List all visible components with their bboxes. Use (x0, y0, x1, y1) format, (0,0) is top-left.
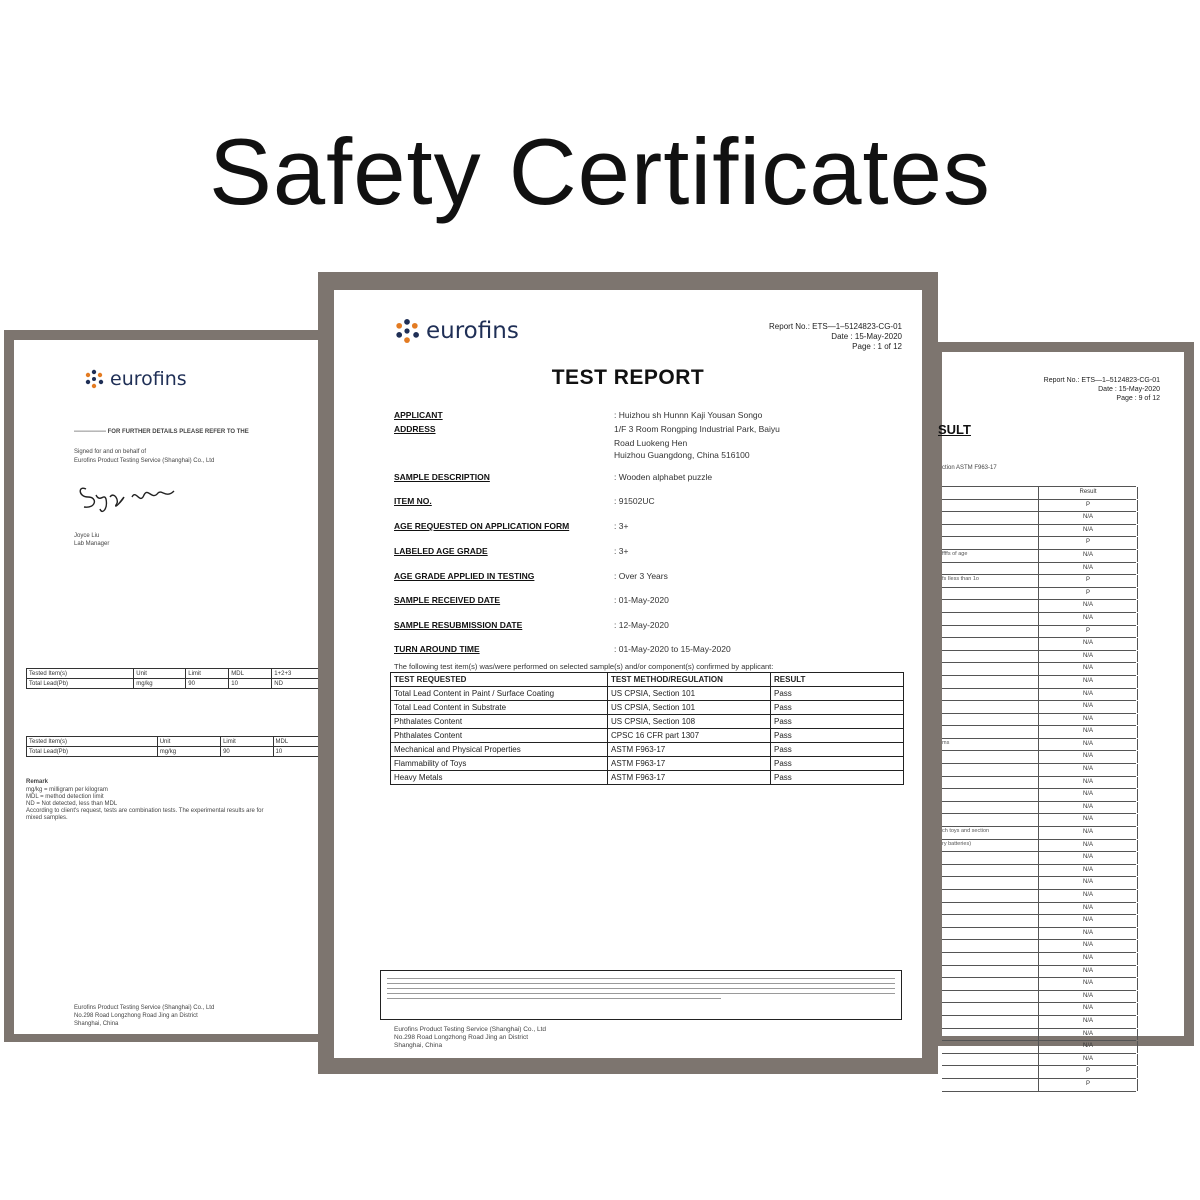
report-field (394, 620, 894, 630)
result-cell: P (1038, 626, 1138, 638)
result-cell: N/A (1038, 865, 1138, 877)
result-cell: N/A (1038, 928, 1138, 940)
result-row (942, 512, 1136, 525)
disclaimer-box (380, 970, 902, 1020)
result-cell: N/A (1038, 1029, 1138, 1041)
result-row (942, 575, 1136, 588)
table-header: MDL (273, 737, 325, 747)
report-field (394, 571, 894, 581)
result-cell: N/A (1038, 600, 1138, 612)
report-meta: Report No.: ETS—1–5124823-CG-01 Date : 15-May-2020 Page : 9 of 12 (1043, 377, 1160, 402)
report-field (394, 450, 894, 460)
field-label (394, 438, 614, 448)
result-row (942, 1054, 1136, 1067)
eurofins-logo (84, 368, 187, 390)
field-label: AGE GRADE APPLIED IN TESTING (394, 571, 535, 581)
table-header: Tested Item(s) (27, 737, 158, 747)
result-row (942, 701, 1136, 714)
table-cell: 10 (273, 747, 325, 757)
report-field (394, 438, 894, 448)
result-cell: P (1038, 575, 1138, 587)
field-value: : 01-May-2020 (614, 595, 669, 605)
result-cell: N/A (1038, 512, 1138, 524)
table-cell: Mechanical and Physical Properties (391, 743, 608, 757)
result-row (942, 903, 1136, 916)
result-row (942, 726, 1136, 739)
result-row (942, 751, 1136, 764)
row-note: fs Iless than 1o (942, 576, 979, 583)
field-value: Road Luokeng Hen (614, 438, 688, 448)
result-cell: N/A (1038, 777, 1138, 789)
field-value: : 01-May-2020 to 15-May-2020 (614, 644, 731, 654)
result-cell: N/A (1038, 739, 1138, 751)
field-value: Huizhou Guangdong, China 516100 (614, 450, 750, 460)
field-label: ADDRESS (394, 424, 436, 434)
row-note: ms (942, 739, 950, 746)
result-cell: N/A (1038, 726, 1138, 738)
signed-company-line: Eurofins Product Testing Service (Shanghai) Co., Ltd (74, 458, 215, 464)
test-report-sheet (334, 290, 922, 1058)
table-header: Limit (186, 669, 229, 679)
result-cell: N/A (1038, 701, 1138, 713)
result-row (942, 789, 1136, 802)
table-cell: 10 (229, 679, 272, 689)
report-field (394, 546, 894, 556)
result-cell: N/A (1038, 978, 1138, 990)
report-field (394, 410, 894, 420)
result-row (942, 1016, 1136, 1029)
eurofins-logo-icon (84, 369, 104, 389)
field-label: APPLICANT (394, 410, 443, 420)
table-cell: US CPSIA, Section 101 (608, 701, 771, 715)
table-header: TEST METHOD/REGULATION (608, 673, 771, 687)
result-row (942, 663, 1136, 676)
table-cell: Total Lead(Pb) (27, 747, 158, 757)
field-value: : Wooden alphabet puzzle (614, 472, 713, 482)
table-row (391, 687, 904, 701)
result-cell: N/A (1038, 877, 1138, 889)
table-cell: 90 (221, 747, 273, 757)
result-row (942, 1003, 1136, 1016)
result-cell: N/A (1038, 903, 1138, 915)
signer-role: Lab Manager (74, 541, 110, 547)
table-header: 1+2+3 (272, 669, 326, 679)
result-row (942, 827, 1136, 840)
report-meta: Report No.: ETS—1–5124823-CG-01 Date : 15-May-2020 Page : 1 of 12 (769, 322, 902, 351)
table-cell: Total Lead Content in Paint / Surface Coating (391, 687, 608, 701)
remark-line: ND = Not detected, less than MDL (26, 801, 118, 807)
report-field (394, 424, 894, 434)
table-row (391, 715, 904, 729)
right-document-sheet (938, 352, 1184, 1087)
table-header: TEST REQUESTED (391, 673, 608, 687)
result-row (942, 537, 1136, 550)
page-headline: Safety Certificates (209, 119, 991, 224)
table-cell: ND (272, 679, 326, 689)
result-cell: N/A (1038, 764, 1138, 776)
result-column-header: Result (1038, 487, 1138, 499)
report-field (394, 472, 894, 482)
result-row (942, 651, 1136, 664)
lead-table-2 (26, 736, 326, 757)
result-cell: P (1038, 1079, 1138, 1091)
result-row (942, 865, 1136, 878)
signed-behalf-line: Signed for and on behalf of (74, 449, 147, 455)
table-cell: Pass (771, 715, 904, 729)
report-footer: Eurofins Product Testing Service (Shanghai) Co., Ltd No.298 Road Longzhong Road Jing an District Shanghai, China (394, 1026, 546, 1049)
remark-line: According to client's request, tests are combination tests. The experimental results are for (26, 808, 264, 814)
result-cell: N/A (1038, 651, 1138, 663)
result-row (942, 626, 1136, 639)
result-row (942, 915, 1136, 928)
result-cell: P (1038, 500, 1138, 512)
remark-title: Remark (26, 779, 49, 785)
result-cell: N/A (1038, 852, 1138, 864)
result-cell: N/A (1038, 890, 1138, 902)
remark-line: mg/kg = milligram per kilogram (26, 787, 108, 793)
result-row (942, 1041, 1136, 1054)
result-cell: N/A (1038, 1041, 1138, 1053)
result-row (942, 638, 1136, 651)
result-cell: N/A (1038, 689, 1138, 701)
table-row (391, 771, 904, 785)
field-value: : 3+ (614, 521, 629, 531)
table-cell: 90 (186, 679, 229, 689)
result-row (942, 1066, 1136, 1079)
result-row (942, 550, 1136, 563)
field-value: : 12-May-2020 (614, 620, 669, 630)
footer-line: Shanghai, China (74, 1021, 119, 1027)
table-header: Limit (221, 737, 273, 747)
table-cell: Pass (771, 729, 904, 743)
result-cell: N/A (1038, 1054, 1138, 1066)
eurofins-logo (394, 318, 519, 344)
left-document-sheet (14, 340, 322, 1034)
field-label: SAMPLE RESUBMISSION DATE (394, 620, 523, 630)
result-cell: N/A (1038, 966, 1138, 978)
result-cell: N/A (1038, 714, 1138, 726)
remark-line: MDL = method detection limit (26, 794, 104, 800)
table-cell: Phthalates Content (391, 729, 608, 743)
logo-wordmark: eurofins (110, 368, 187, 390)
table-row (391, 729, 904, 743)
result-cell: N/A (1038, 1003, 1138, 1015)
report-field (394, 496, 894, 506)
result-row (942, 814, 1136, 827)
result-cell: N/A (1038, 953, 1138, 965)
result-row (942, 852, 1136, 865)
row-note: ffffs of age (942, 550, 968, 557)
table-cell: Pass (771, 687, 904, 701)
further-details-note: ---------------- FOR FURTHER DETAILS PLEASE REFER TO THE (74, 429, 249, 435)
table-cell: ASTM F963-17 (608, 743, 771, 757)
result-row (942, 1079, 1136, 1092)
table-cell: Pass (771, 757, 904, 771)
result-cell: P (1038, 588, 1138, 600)
table-cell: Pass (771, 743, 904, 757)
result-heading: SULT (938, 422, 971, 437)
field-label: LABELED AGE GRADE (394, 546, 488, 556)
test-results-table (390, 672, 904, 785)
result-row (942, 600, 1136, 613)
result-row (942, 689, 1136, 702)
result-cell: N/A (1038, 676, 1138, 688)
row-note: ch toys and section (942, 828, 990, 835)
result-row (942, 802, 1136, 815)
lead-table-1 (26, 668, 326, 689)
result-row (942, 1029, 1136, 1042)
result-row (942, 978, 1136, 991)
field-value: : Over 3 Years (614, 571, 668, 581)
result-cell: N/A (1038, 550, 1138, 562)
eurofins-logo-icon (394, 318, 420, 344)
result-cell: N/A (1038, 940, 1138, 952)
result-row (942, 777, 1136, 790)
table-row (391, 701, 904, 715)
result-row (942, 840, 1136, 853)
field-value: 1/F 3 Room Rongping Industrial Park, Baiyu (614, 424, 780, 434)
field-label: ITEM NO. (394, 496, 432, 506)
result-cell: N/A (1038, 840, 1138, 852)
field-value: : Huizhou sh Hunnn Kaji Yousan Songo (614, 410, 763, 420)
table-row (391, 757, 904, 771)
report-field (394, 595, 894, 605)
handwritten-signature (74, 475, 184, 517)
result-header-row (942, 486, 1136, 500)
table-cell: Pass (771, 701, 904, 715)
tests-intro: The following test item(s) was/were performed on selected sample(s) and/or component(s) confirmed by applicant: (394, 662, 774, 671)
remark-line: mixed samples. (26, 815, 68, 821)
table-row (391, 743, 904, 757)
result-cell: P (1038, 1066, 1138, 1078)
table-header: Unit (134, 669, 186, 679)
result-cell: N/A (1038, 563, 1138, 575)
result-row (942, 500, 1136, 513)
result-cell: N/A (1038, 802, 1138, 814)
row-note: ry batteries) (942, 840, 972, 847)
field-label: SAMPLE DESCRIPTION (394, 472, 490, 482)
table-header: Tested Item(s) (27, 669, 134, 679)
field-label (394, 450, 614, 460)
table-cell: mg/kg (134, 679, 186, 689)
result-cell: P (1038, 537, 1138, 549)
table-cell: ASTM F963-17 (608, 757, 771, 771)
result-cell: N/A (1038, 638, 1138, 650)
result-row (942, 877, 1136, 890)
table-cell: Pass (771, 771, 904, 785)
field-value: : 3+ (614, 546, 629, 556)
result-row (942, 928, 1136, 941)
logo-wordmark: eurofins (426, 318, 519, 344)
result-row (942, 953, 1136, 966)
result-row (942, 563, 1136, 576)
result-row (942, 940, 1136, 953)
field-label: AGE REQUESTED ON APPLICATION FORM (394, 521, 570, 531)
result-row (942, 613, 1136, 626)
result-cell: N/A (1038, 751, 1138, 763)
table-cell: mg/kg (157, 747, 220, 757)
result-row (942, 764, 1136, 777)
footer-line: Eurofins Product Testing Service (Shanghai) Co., Ltd (74, 1005, 215, 1011)
table-header: MDL (229, 669, 272, 679)
footer-line: No.298 Road Longzhong Road Jing an District (74, 1013, 198, 1019)
result-cell: N/A (1038, 991, 1138, 1003)
result-cell: N/A (1038, 814, 1138, 826)
result-row (942, 991, 1136, 1004)
table-cell: CPSC 16 CFR part 1307 (608, 729, 771, 743)
table-cell: Heavy Metals (391, 771, 608, 785)
result-cell: N/A (1038, 827, 1138, 839)
table-cell: ASTM F963-17 (608, 771, 771, 785)
report-field (394, 644, 894, 654)
result-cell: N/A (1038, 915, 1138, 927)
signer-name: Joyce Liu (74, 533, 100, 539)
result-subheading: ction ASTM F963-17 (942, 465, 997, 471)
table-header: RESULT (771, 673, 904, 687)
result-row (942, 890, 1136, 903)
field-label: SAMPLE RECEIVED DATE (394, 595, 501, 605)
table-cell: Total Lead(Pb) (27, 679, 134, 689)
result-cell: N/A (1038, 613, 1138, 625)
result-cell: N/A (1038, 663, 1138, 675)
table-cell: Phthalates Content (391, 715, 608, 729)
table-cell: Flammability of Toys (391, 757, 608, 771)
report-title: TEST REPORT (551, 366, 705, 389)
result-cell: N/A (1038, 789, 1138, 801)
field-label: TURN AROUND TIME (394, 644, 480, 654)
result-row (942, 525, 1136, 538)
table-cell: US CPSIA, Section 101 (608, 687, 771, 701)
table-cell: Total Lead Content in Substrate (391, 701, 608, 715)
result-cell: N/A (1038, 1016, 1138, 1028)
result-row (942, 714, 1136, 727)
report-field (394, 521, 894, 531)
result-row (942, 588, 1136, 601)
result-cell: N/A (1038, 525, 1138, 537)
result-grid (942, 486, 1136, 1092)
result-row (942, 966, 1136, 979)
result-row (942, 676, 1136, 689)
table-cell: US CPSIA, Section 108 (608, 715, 771, 729)
field-value: : 91502UC (614, 496, 655, 506)
table-header: Unit (157, 737, 220, 747)
result-row (942, 739, 1136, 752)
